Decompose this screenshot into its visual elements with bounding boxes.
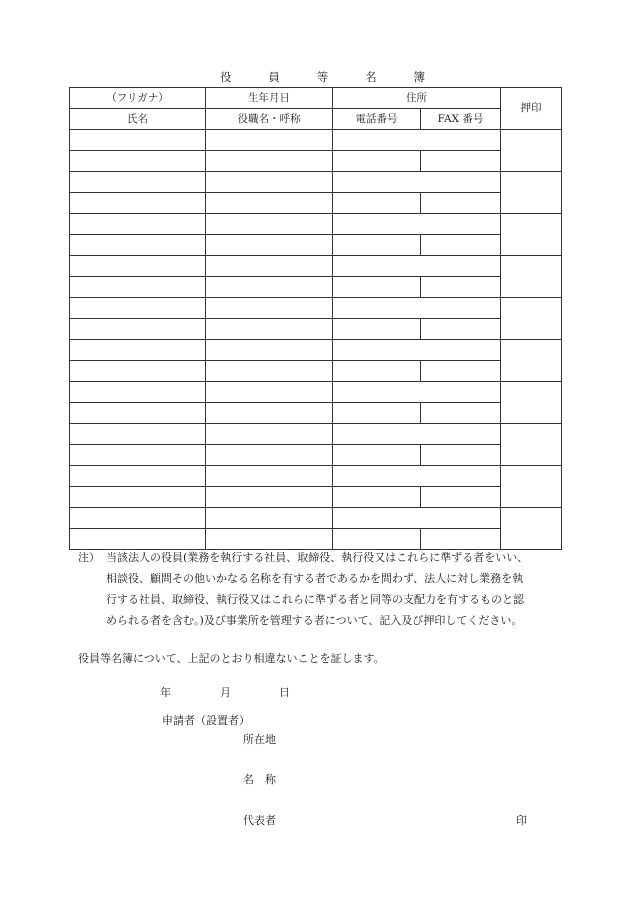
table-row: [70, 445, 562, 466]
phone-cell[interactable]: [333, 235, 421, 256]
address-cell[interactable]: [333, 466, 501, 487]
position-cell[interactable]: [206, 235, 333, 256]
seal-cell[interactable]: [501, 130, 562, 172]
representative-label: 代表者: [243, 814, 276, 827]
address-cell[interactable]: [333, 340, 501, 361]
fax-cell[interactable]: [421, 487, 501, 508]
furigana-cell[interactable]: [70, 172, 206, 193]
table-header-row: [70, 88, 562, 109]
certification-statement: 役員等名簿について、上記のとおり相違ないことを証します。: [78, 652, 385, 665]
birthdate-cell[interactable]: [206, 424, 333, 445]
note-line: められる者を含む。)及び事業所を管理する者について、記入及び押印してください。: [106, 614, 523, 627]
date-day-label: 日: [279, 686, 290, 699]
phone-cell[interactable]: [333, 151, 421, 172]
position-cell[interactable]: [206, 277, 333, 298]
furigana-cell[interactable]: [70, 298, 206, 319]
table-row: [70, 466, 562, 487]
title-char: 簿: [413, 70, 425, 84]
applicant-label: 申請者（設置者）: [162, 714, 250, 727]
fax-cell[interactable]: [421, 193, 501, 214]
birthdate-cell[interactable]: [206, 298, 333, 319]
table-row: [70, 361, 562, 382]
phone-cell[interactable]: [333, 487, 421, 508]
birthdate-cell[interactable]: [206, 214, 333, 235]
officer-roster-table: [69, 87, 562, 550]
seal-cell[interactable]: [501, 508, 562, 550]
phone-cell[interactable]: [333, 403, 421, 424]
phone-cell[interactable]: [333, 361, 421, 382]
table-header-row: [70, 109, 562, 130]
position-cell[interactable]: [206, 193, 333, 214]
fax-cell[interactable]: [421, 445, 501, 466]
location-label: 所在地: [243, 733, 276, 746]
name-cell[interactable]: [70, 361, 206, 382]
name-cell[interactable]: [70, 487, 206, 508]
furigana-cell[interactable]: [70, 340, 206, 361]
fax-cell[interactable]: [421, 151, 501, 172]
header-birthdate: 生年月日: [206, 88, 333, 109]
table-row: [70, 172, 562, 193]
address-cell[interactable]: [333, 214, 501, 235]
phone-cell[interactable]: [333, 445, 421, 466]
seal-cell[interactable]: [501, 172, 562, 214]
birthdate-cell[interactable]: [206, 256, 333, 277]
date-month-label: 月: [220, 686, 231, 699]
fax-cell[interactable]: [421, 277, 501, 298]
name-cell[interactable]: [70, 235, 206, 256]
fax-cell[interactable]: [421, 319, 501, 340]
furigana-cell[interactable]: [70, 466, 206, 487]
phone-cell[interactable]: [333, 277, 421, 298]
table-row: [70, 319, 562, 340]
name-cell[interactable]: [70, 151, 206, 172]
date-year-label: 年: [160, 686, 171, 699]
header-position: 役職名・呼称: [206, 109, 333, 130]
birthdate-cell[interactable]: [206, 172, 333, 193]
address-cell[interactable]: [333, 256, 501, 277]
title-char: 等: [316, 70, 329, 84]
position-cell[interactable]: [206, 361, 333, 382]
fax-cell[interactable]: [421, 235, 501, 256]
table-row: [70, 193, 562, 214]
address-cell[interactable]: [333, 130, 501, 151]
table-row: [70, 424, 562, 445]
seal-cell[interactable]: [501, 382, 562, 424]
seal-mark: 印: [516, 814, 527, 827]
header-fax: FAX 番号: [421, 109, 501, 130]
position-cell[interactable]: [206, 319, 333, 340]
furigana-cell[interactable]: [70, 508, 206, 529]
address-cell[interactable]: [333, 382, 501, 403]
title-char: 員: [268, 70, 280, 84]
table-row: [70, 151, 562, 172]
organization-name-label: 名 称: [243, 773, 276, 786]
document-title: [220, 69, 425, 85]
title-char: 名: [365, 70, 377, 84]
furigana-cell[interactable]: [70, 214, 206, 235]
note-mark: 注）: [78, 551, 100, 564]
birthdate-cell[interactable]: [206, 508, 333, 529]
furigana-cell[interactable]: [70, 424, 206, 445]
name-cell[interactable]: [70, 193, 206, 214]
furigana-cell[interactable]: [70, 256, 206, 277]
header-phone: 電話番号: [333, 109, 421, 130]
position-cell[interactable]: [206, 487, 333, 508]
note-line: 行する社員、取締役、執行役又はこれらに準ずる者と同等の支配力を有するものと認: [106, 593, 524, 606]
name-cell[interactable]: [70, 403, 206, 424]
table-row: [70, 403, 562, 424]
phone-cell[interactable]: [333, 193, 421, 214]
position-cell[interactable]: [206, 403, 333, 424]
birthdate-cell[interactable]: [206, 466, 333, 487]
table-row: [70, 508, 562, 529]
table-row: [70, 256, 562, 277]
header-address: 住所: [333, 88, 501, 109]
phone-cell[interactable]: [333, 319, 421, 340]
table-row: [70, 277, 562, 298]
fax-cell[interactable]: [421, 361, 501, 382]
seal-cell[interactable]: [501, 298, 562, 340]
table-row: [70, 130, 562, 151]
address-cell[interactable]: [333, 172, 501, 193]
seal-cell[interactable]: [501, 214, 562, 256]
position-cell[interactable]: [206, 445, 333, 466]
name-cell[interactable]: [70, 277, 206, 298]
name-cell[interactable]: [70, 445, 206, 466]
address-cell[interactable]: [333, 424, 501, 445]
header-furigana: （フリガナ）: [70, 88, 206, 109]
birthdate-cell[interactable]: [206, 340, 333, 361]
table-row: [70, 382, 562, 403]
seal-cell[interactable]: [501, 340, 562, 382]
table-row: [70, 298, 562, 319]
title-char: 役: [220, 70, 232, 84]
notes: [78, 547, 568, 631]
birthdate-cell[interactable]: [206, 382, 333, 403]
seal-cell[interactable]: [501, 256, 562, 298]
name-cell[interactable]: [70, 319, 206, 340]
table-row: [70, 487, 562, 508]
birthdate-cell[interactable]: [206, 130, 333, 151]
furigana-cell[interactable]: [70, 130, 206, 151]
table-row: [70, 235, 562, 256]
address-cell[interactable]: [333, 298, 501, 319]
table-row: [70, 214, 562, 235]
address-cell[interactable]: [333, 508, 501, 529]
seal-cell[interactable]: [501, 466, 562, 508]
note-line: 当該法人の役員(業務を執行する社員、取締役、執行役又はこれらに準ずる者をいい、: [106, 551, 529, 564]
seal-cell[interactable]: [501, 424, 562, 466]
fax-cell[interactable]: [421, 403, 501, 424]
position-cell[interactable]: [206, 151, 333, 172]
furigana-cell[interactable]: [70, 382, 206, 403]
header-name: 氏名: [70, 109, 206, 130]
table-row: [70, 340, 562, 361]
header-seal: 押印: [501, 88, 562, 130]
note-line: 相談役、顧問その他いかなる名称を有する者であるかを問わず、法人に対し業務を執: [106, 572, 524, 585]
